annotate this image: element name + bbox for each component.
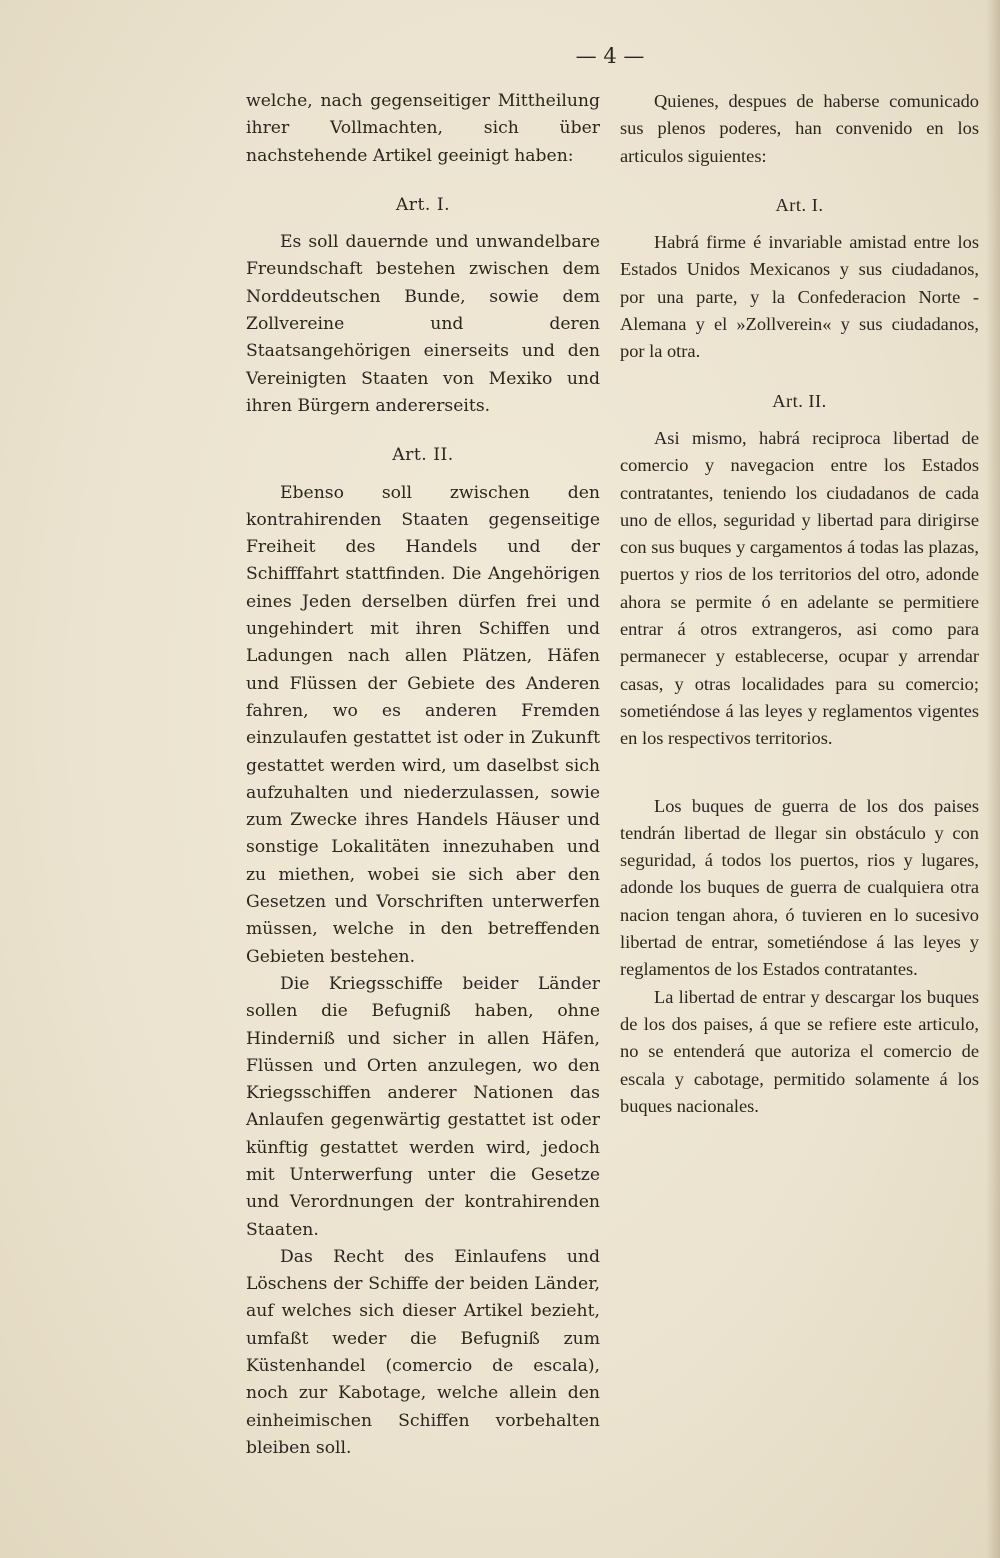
spanish-article-2-paragraph-1: Asi mismo, habrá reciproca libertad de comercio y navegacion entre los Estados contratantes, teniendo los ciudadanos de cada uno de ellos, seguridad y libertad para dirigirse con sus buques y cargamentos á todas las plazas, puertos y rios de los territorios del otro, adonde ahora se permite ó en adelante se permitiere entrar á otros extrangeros, asi como para permanecer y establecerse, ocupar y arrendar casas, y otras localidades para su comercio; sometiéndose á las leyes y reglamentos vigentes en los respectivos territorios. xyxy=(620,427,979,749)
spanish-article-2-paragraph-3: La libertad de entrar y descargar los buques de los dos paises, á que se refiere este articulo, no se entenderá que autoriza el comercio de escala y cabotage, permitido solamente á los buques nacionales. xyxy=(620,986,979,1116)
german-column xyxy=(246,88,600,1462)
paragraph-spacer xyxy=(620,753,979,793)
german-article-1-heading: Art. I. xyxy=(395,194,451,215)
german-intro: welche, nach gegenseitiger Mittheilung ihrer Vollmachten, sich über nachstehende Artikel geeinigt haben: xyxy=(246,91,600,166)
german-article-2-heading: Art. II. xyxy=(392,445,454,466)
spanish-article-2-paragraph-2: Los buques de guerra de los dos paises tendrán libertad de llegar sin obstáculo y con seguridad, á todos los puertos, rios y lugares, adonde los buques de guerra de cualquiera otra nacion tengan ahora, ó tuvieren en lo sucesivo libertad de entrar, sometiéndose á las leyes y reglamentos de los Estados contratantes. xyxy=(620,795,979,980)
german-article-2-paragraph-1: Ebenso soll zwischen den kontrahirenden Staaten gegenseitige Freiheit des Handels und der Schifffahrt stattfinden. Die Angehörigen eines Jeden derselben dürfen frei und ungehindert mit ihren Schiffen und Ladungen nach allen Plätzen, Häfen und Flüssen der Gebiete des Anderen fahren, wo es anderen Fremden einzulaufen gestattet ist oder in Zukunft gestattet werden wird, um daselbst sich aufzuhalten und niederzulassen, sowie zum Zwecke ihres Handels Häuser und sonstige Lokalitäten innezuhaben und zu miethen, wobei sie sich aber den Gesetzen und Vorschriften unterwerfen müssen, welche in den betreffenden Gebieten bestehen. xyxy=(246,482,600,967)
spanish-intro: Quienes, despues de haberse comunicado sus plenos poderes, han convenido en los articulos siguientes: xyxy=(620,91,979,166)
spanish-article-1-text: Habrá firme é invariable amistad entre los Estados Unidos Mexicanos y sus ciudadanos, por una parte, y la Confederacion Norte - Alemana y el »Zollverein« y sus ciudadanos, por la otra. xyxy=(620,232,979,362)
german-article-1-text: Es soll dauernde und unwandelbare Freundschaft bestehen zwischen dem Norddeutschen Bunde, sowie dem Zollvereine und deren Staatsangehörigen einerseits und den Vereinigten Staaten von Mexiko und ihren Bürgern andererseits. xyxy=(246,232,600,416)
spanish-article-2-heading: Art. II. xyxy=(772,390,827,411)
german-article-2-paragraph-3: Das Recht des Einlaufens und Löschens der Schiffe der beiden Länder, auf welches sich dieser Artikel bezieht, umfaßt weder die Befugniß zum Küstenhandel (comercio de escala), noch zur Kabotage, welche allein den einheimischen Schiffen vorbehalten bleiben soll. xyxy=(246,1246,600,1458)
spanish-column xyxy=(620,88,979,1120)
page-number: — 4 — xyxy=(575,44,645,68)
page-edge-shadow xyxy=(986,0,1000,1558)
spanish-article-1-heading: Art. I. xyxy=(775,194,824,215)
german-article-2-paragraph-2: Die Kriegsschiffe beider Länder sollen die Befugniß haben, ohne Hinderniß und sicher in allen Häfen, Flüssen und Orten anzulegen, wo den Kriegsschiffen anderer Nationen das Anlaufen gegenwärtig gestattet ist oder künftig gestattet werden wird, jedoch mit Unterwerfung unter die Gesetze und Verordnungen der kontrahirenden Staaten. xyxy=(246,973,600,1240)
